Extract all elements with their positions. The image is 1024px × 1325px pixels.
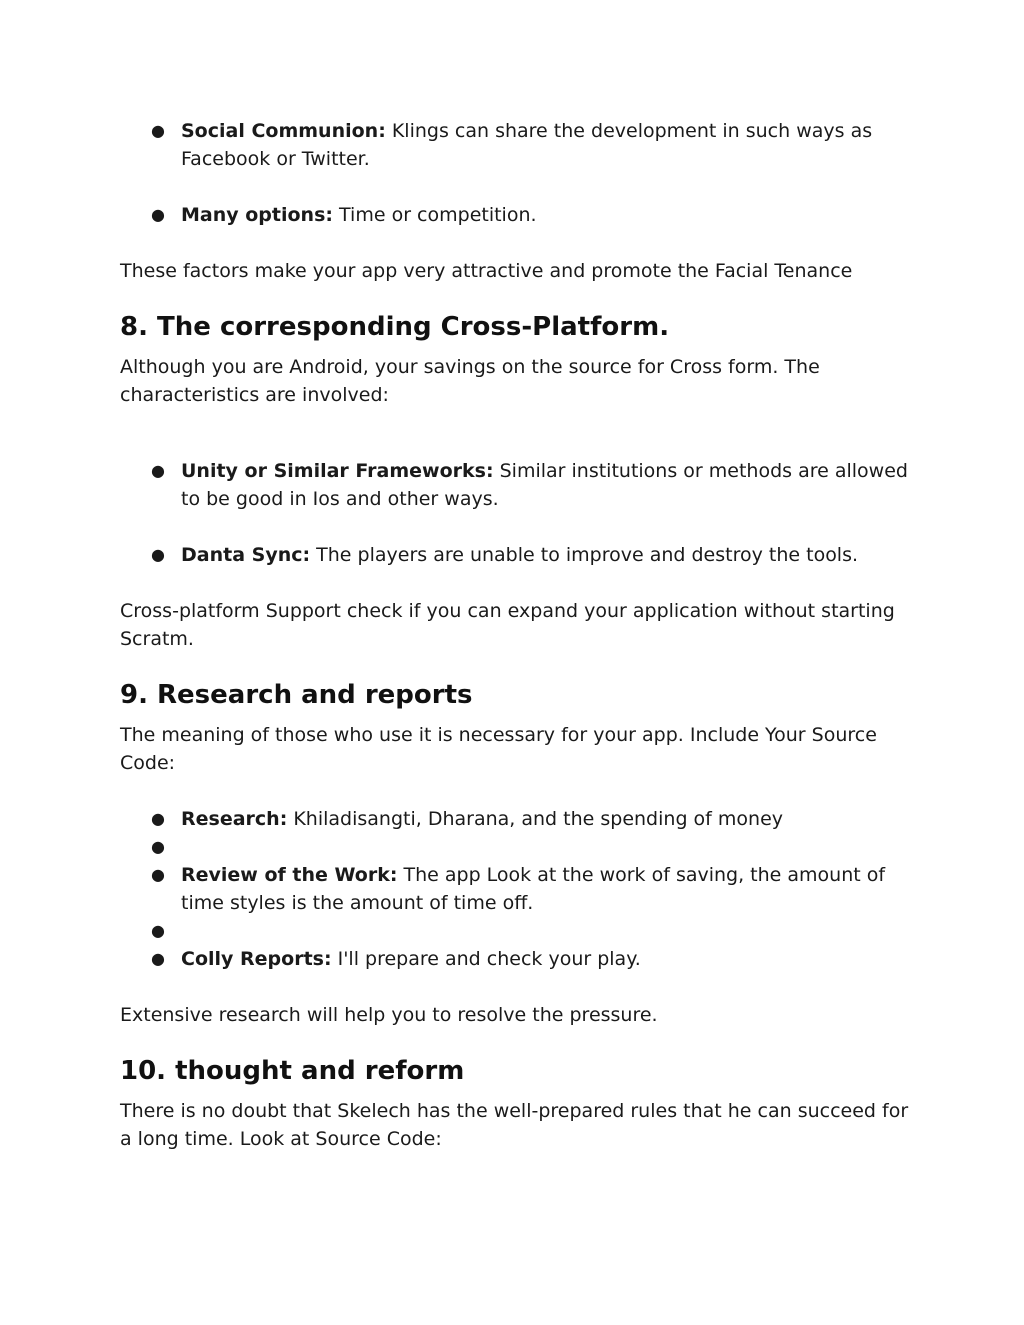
list-item-text: I'll prepare and check your play. [331, 948, 641, 970]
list-item-label: Social Communion: [181, 120, 386, 142]
bullet-icon: ● [151, 865, 165, 884]
bullet-icon: ● [151, 121, 165, 140]
section-heading: 8. The corresponding Cross-Platform. [120, 312, 670, 342]
paragraph: Although you are Android, your savings on the source for Cross form. The characteristics are involved: [120, 356, 820, 406]
list-item-label: Review of the Work: [181, 864, 398, 886]
paragraph: There is no doubt that Skelech has the well-prepared rules that he can succeed for a long time. Look at Source Code: [120, 1100, 909, 1150]
section-heading: 9. Research and reports [120, 680, 473, 710]
feature-bullet-list [120, 805, 910, 973]
list-item-text: Klings can share the development in such ways as Facebook or Twitter. [181, 120, 873, 170]
list-item-text: Similar institutions or methods are allowed to be good in Ios and other ways. [181, 460, 908, 510]
paragraph: Extensive research will help you to resolve the pressure. [120, 1004, 658, 1026]
bullet-icon: ● [151, 921, 165, 940]
list-item-text: Time or competition. [333, 204, 537, 226]
list-item [120, 945, 910, 973]
section-heading: 10. thought and reform [120, 1056, 465, 1086]
list-item-label: Unity or Similar Frameworks: [181, 460, 494, 482]
list-item [120, 201, 910, 229]
bullet-icon: ● [151, 837, 165, 856]
list-item-empty [120, 833, 910, 861]
list-item [120, 541, 910, 569]
bullet-icon: ● [151, 205, 165, 224]
list-item [120, 805, 910, 833]
paragraph: These factors make your app very attractive and promote the Facial Tenance [120, 260, 853, 282]
list-item-text: Khiladisangti, Dharana, and the spending of money [287, 808, 784, 830]
list-item-label: Many options: [181, 204, 333, 226]
list-item-label: Danta Sync: [181, 544, 311, 566]
bullet-icon: ● [151, 545, 165, 564]
list-item-label: Colly Reports: [181, 948, 332, 970]
paragraph: Cross-platform Support check if you can expand your application without starting Scratm. [120, 600, 895, 650]
bullet-icon: ● [151, 809, 165, 828]
document-content [120, 117, 910, 1153]
list-item-text: The app Look at the work of saving, the amount of time styles is the amount of time off. [181, 864, 886, 914]
list-item-empty [120, 917, 910, 945]
list-item-label: Research: [181, 808, 288, 830]
list-item [120, 861, 910, 917]
paragraph: The meaning of those who use it is necessary for your app. Include Your Source Code: [120, 724, 877, 774]
list-item [120, 117, 910, 173]
feature-bullet-list [120, 457, 910, 569]
list-item [120, 457, 910, 513]
bullet-icon: ● [151, 949, 165, 968]
feature-bullet-list [120, 117, 910, 229]
bullet-icon: ● [151, 461, 165, 480]
list-item-text: The players are unable to improve and destroy the tools. [310, 544, 859, 566]
